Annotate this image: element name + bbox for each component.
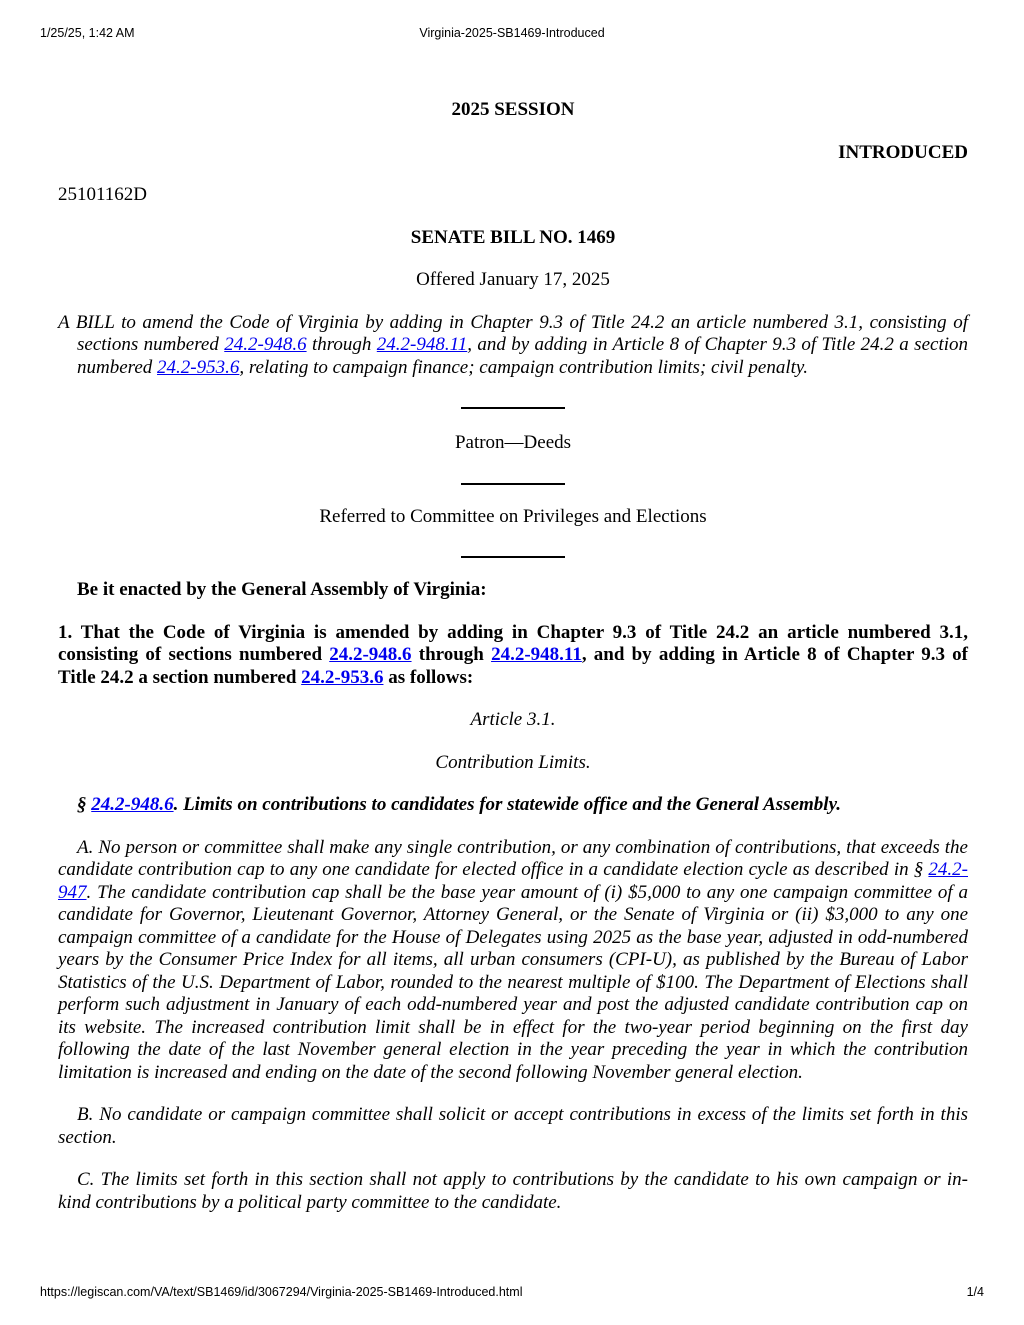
bill-summary bbox=[58, 312, 968, 380]
section-link[interactable]: 24.2-953.6 bbox=[301, 666, 384, 688]
print-title: Virginia-2025-SB1469-Introduced bbox=[419, 26, 605, 40]
summary-text: through bbox=[306, 334, 377, 355]
offered-date: Offered January 17, 2025 bbox=[416, 269, 610, 290]
print-datetime: 1/25/25, 1:42 AM bbox=[40, 26, 135, 40]
section-link[interactable]: 24.2-947 bbox=[58, 859, 968, 903]
divider bbox=[461, 483, 565, 485]
summary-text: , relating to campaign finance; campaign contribution limits; civil penalty. bbox=[239, 356, 809, 378]
page-url: https://legiscan.com/VA/text/SB1469/id/3067294/Virginia-2025-SB1469-Introduced.html bbox=[40, 1285, 523, 1299]
doc-number: 25101162D bbox=[58, 184, 148, 205]
section-link[interactable]: 24.2-948.6 bbox=[91, 794, 174, 815]
section-1-text: 1. That the Code of Virginia is amended by adding in Chapter 9.3 of Title 24.2 an article numbered 3.1, consisting of sections numbered bbox=[58, 621, 968, 665]
section-link[interactable]: 24.2-953.6 bbox=[157, 356, 240, 378]
referred-committee: Referred to Committee on Privileges and Elections bbox=[319, 505, 707, 527]
paragraph-a bbox=[58, 837, 968, 1085]
print-footer bbox=[0, 1285, 1024, 1301]
paragraph-a-text: A. No person or committee shall make any single contribution, or any combination of contributions, that exceeds the candidate contribution cap to any one candidate for elected office in a candidate election cycle as described in § bbox=[58, 836, 968, 880]
section-heading-text: . Limits on contributions to candidates for statewide office and the General Assembly. bbox=[173, 794, 842, 815]
article-number: Article 3.1. bbox=[470, 709, 556, 730]
article-title: Contribution Limits. bbox=[435, 751, 591, 773]
bill-title: SENATE BILL NO. 1469 bbox=[410, 226, 616, 248]
divider bbox=[461, 556, 565, 558]
status-label: INTRODUCED bbox=[838, 141, 968, 163]
enacting-clause: Be it enacted by the General Assembly of Virginia: bbox=[77, 579, 487, 600]
summary-text: A BILL to amend the Code of Virginia by adding in Chapter 9.3 of Title 24.2 an article numbered 3.1, consisting of sections numbered bbox=[58, 311, 968, 355]
section-1-text: as follows: bbox=[383, 666, 474, 688]
divider bbox=[461, 407, 565, 409]
page-number: 1/4 bbox=[966, 1285, 984, 1299]
summary-text: , and by adding in Article 8 of Chapter 9.3 of Title 24.2 a section numbered bbox=[77, 334, 968, 378]
section-link[interactable]: 24.2-948.11 bbox=[376, 334, 468, 355]
section-1-text: , and by adding in Article 8 of Chapter 9.3 of Title 24.2 a section numbered bbox=[58, 644, 968, 688]
section-link[interactable]: 24.2-948.11 bbox=[491, 644, 582, 665]
section-link[interactable]: 24.2-948.6 bbox=[224, 334, 307, 355]
section-symbol: § bbox=[77, 794, 92, 815]
paragraph-a-text: . The candidate contribution cap shall be the base year amount of (i) $5,000 to any one campaign committee of a candidate for Governor, Lieutenant Governor, Attorney General, or the Senate of Virginia or (ii) $3,000 to any one campaign committee of a candidate for the House of Delegates using 2025 as the base year, adjusted in odd-numbered years by the Consumer Price Index for all items, all urban consumers (CPI-U), as published by the Bureau of Labor Statistics of the U.S. Department of Labor, rounded to the nearest multiple of $100. The Department of Elections shall perform such adjustment in January of each odd-numbered year and post the adjusted candidate contribution cap on its website. The increased contribution limit shall be in effect for the two-year period beginning on the first day following the date of the last November general election in the year preceding the year in which the contribution limitation is increased and ending on the date of the second following November general election. bbox=[58, 881, 968, 1083]
session-label: 2025 SESSION bbox=[451, 99, 575, 120]
patron: Patron—Deeds bbox=[454, 432, 572, 453]
section-heading bbox=[58, 794, 968, 817]
document-body bbox=[58, 99, 968, 1214]
print-header bbox=[0, 26, 1024, 42]
section-link[interactable]: 24.2-948.6 bbox=[329, 644, 412, 665]
paragraph-b: B. No candidate or campaign committee shall solicit or accept contributions in excess of the limits set forth in this section. bbox=[58, 1104, 968, 1148]
section-1 bbox=[58, 622, 968, 690]
paragraph-c: C. The limits set forth in this section shall not apply to contributions by the candidate to his own campaign or in-kind contributions by a political party committee to the candidate. bbox=[58, 1169, 968, 1213]
section-1-text: through bbox=[411, 644, 492, 665]
